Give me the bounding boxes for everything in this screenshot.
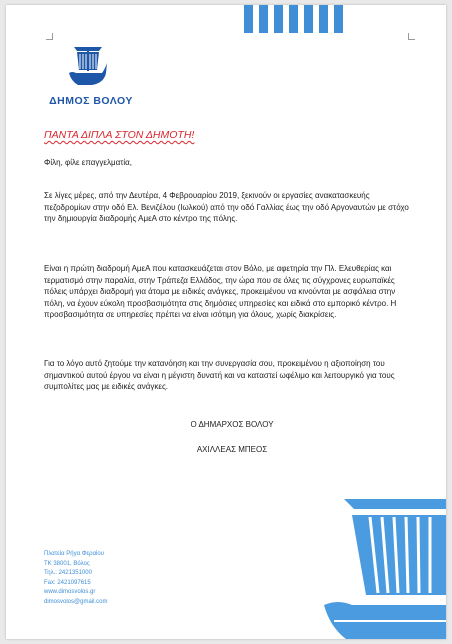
letter-greeting: Φίλη, φίλε επαγγελματία,	[44, 158, 132, 167]
margin-corner-mark	[46, 33, 53, 40]
header-stripes-decoration	[244, 5, 349, 33]
document-page	[6, 5, 446, 639]
ancient-ship-icon	[68, 43, 108, 89]
contact-phone: Τηλ.: 2421351000	[44, 570, 92, 577]
signature-name: ΑΧΙΛΛΕΑΣ ΜΠΕΟΣ	[196, 445, 268, 454]
contact-website[interactable]: www.dimosvolos.gr	[44, 589, 96, 596]
contact-address: Πλατεία Ρήγα Φεραίου	[44, 551, 104, 557]
contact-fax: Fax: 2421097615	[44, 579, 91, 586]
ship-watermark-icon	[324, 487, 446, 639]
signature-title: Ο ΔΗΜΑΡΧΟΣ ΒΟΛΟΥ	[190, 420, 274, 429]
contact-block	[44, 550, 164, 608]
organization-name: ΔΗΜΟΣ ΒΟΛΟΥ	[49, 95, 133, 107]
slogan: ΠΑΝΤΑ ΔΙΠΛΑ ΣΤΟΝ ΔΗΜΟΤΗ!	[44, 129, 195, 141]
letter-paragraph: Για το λόγο αυτό ζητούμε την κατανόηση και την συνεργασία σου, προκειμένου η αξιοποίηση του σημαντικού αυτού έργου να είναι η μέγιστη δυνατή και να καταστεί ωφέλιμο και λειτουργικό για τους συμπολίτες μας με ειδικές ανάγκες.	[44, 359, 395, 391]
letter-paragraph: Σε λίγες μέρες, από την Δευτέρα, 4 Φεβρουαρίου 2019, ξεκινούν οι εργασίες ανακατασκευής πεζοδρομίων στην οδό Ελ. Βενιζέλου (Ιωλκού) από την οδό Γαλλίας έως την οδό Αργοναυτών με στόχο την δημιουργία διαδρομής ΑμεΑ στο κέντρο της πόλης.	[44, 191, 409, 223]
contact-email[interactable]: dimosvolos@gmail.com	[44, 598, 108, 605]
letter-paragraph: Είναι η πρώτη διαδρομή ΑμεΑ που κατασκευάζεται στον Βόλο, με αφετηρία την Πλ. Ελευθερίας και τερματισμό στην παραλία, στην Τράπεζα Ελλάδος, την ώρα που σε όλες τις σύγχρονες ευρωπαϊκές πόλεις υπάρχει διαδρομή για άτομα με ειδικές ανάγκες, προκειμένου να κινούνται με ασφάλεια στην πόλη, να έχουν εύκολη προσβασιμότητα στις δημόσιες υπηρεσίες και ειδικά στο εμπορικό κέντρο. Η προσβασιμότητα σε υπηρεσίες πρέπει να είναι ισότιμη για όλους, χωρίς διακρίσεις.	[44, 264, 397, 319]
margin-corner-mark	[408, 33, 415, 40]
contact-postal: ΤΚ 38001, Βόλος	[44, 560, 90, 567]
